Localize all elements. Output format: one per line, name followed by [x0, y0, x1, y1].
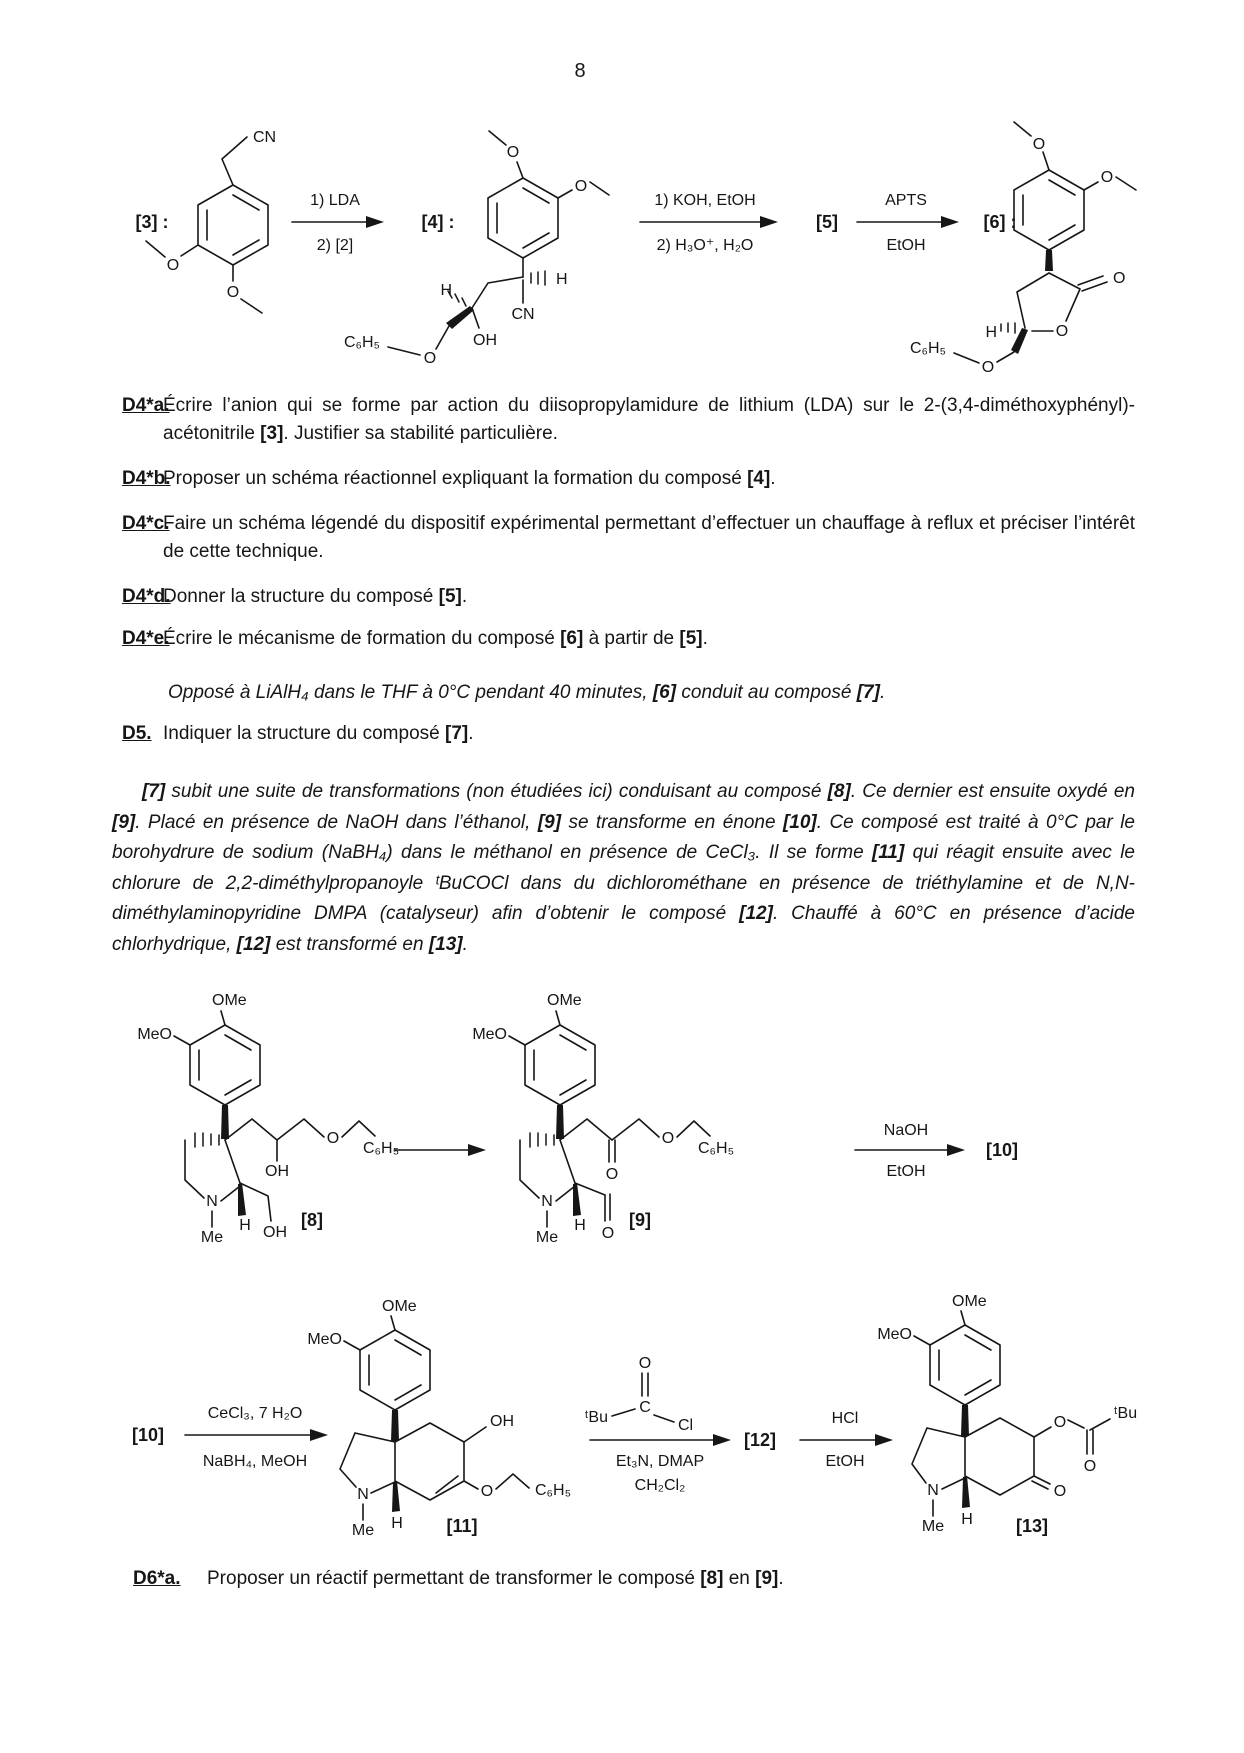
compound-10-label: [10]: [985, 1140, 1019, 1160]
arrow3-reagent-bottom: EtOH: [886, 237, 926, 254]
arrow-hcl: [800, 1434, 893, 1446]
mol6-skeleton: [954, 122, 1136, 363]
atom-o: O: [605, 1166, 619, 1183]
question-text: Proposer un réactif permettant de transformer le composé [8] en [9].: [207, 1568, 784, 1589]
atom-c6h5: C₆H₅: [363, 1140, 400, 1157]
atom-o: O: [981, 359, 995, 376]
question-id: D4*a.: [122, 395, 170, 416]
atom-oh: OH: [263, 1224, 287, 1241]
atom-ome: OMe: [547, 992, 582, 1009]
arrow-oxidation: [395, 1144, 486, 1156]
atom-c6h5: C₆H₅: [909, 340, 947, 357]
arrow2-reagent-top: 1) KOH, EtOH: [654, 192, 756, 209]
compound-9-label: [9]: [629, 1210, 651, 1230]
atom-o: O: [1032, 136, 1046, 153]
reaction-scheme-2: [100, 990, 1150, 1255]
atom-o: O: [423, 350, 437, 367]
mol4-skeleton: [388, 131, 609, 355]
atom-me: Me: [921, 1518, 945, 1535]
atom-o: O: [638, 1355, 652, 1372]
question-d4a: [122, 392, 1135, 448]
atom-o: O: [1113, 270, 1126, 287]
atom-o: O: [661, 1130, 675, 1147]
atom-n: N: [927, 1482, 939, 1499]
atom-c: C: [639, 1399, 651, 1416]
atom-o: O: [480, 1483, 494, 1500]
atom-oh: OH: [473, 332, 497, 349]
atom-o: O: [1053, 1483, 1067, 1500]
atom-oh: OH: [265, 1163, 289, 1180]
reaction-scheme-3: [100, 1270, 1244, 1555]
question-text: Indiquer la structure du composé [7].: [163, 723, 474, 744]
atom-o: O: [1055, 323, 1069, 340]
question-text: Donner la structure du composé [5].: [163, 586, 468, 607]
arrow-naoh: [855, 1144, 965, 1156]
arrow-koh: [640, 216, 778, 228]
atom-oh: OH: [490, 1413, 514, 1430]
question-id: D4*e.: [122, 628, 170, 649]
mol8-skeleton: [174, 1011, 375, 1227]
question-d4b: [122, 465, 1135, 493]
naoh-reagent-bottom: EtOH: [886, 1163, 926, 1180]
question-id: D5.: [122, 723, 152, 744]
atom-meo: MeO: [307, 1331, 342, 1348]
atom-meo: MeO: [472, 1026, 507, 1043]
atom-o: O: [574, 178, 588, 195]
atom-cn: CN: [511, 306, 535, 323]
atom-me: Me: [200, 1229, 224, 1246]
atom-n: N: [357, 1486, 369, 1503]
atom-n: N: [206, 1193, 218, 1210]
question-d5: [122, 720, 1135, 748]
page-number: 8: [574, 60, 586, 82]
mol9-skeleton: [509, 1011, 710, 1227]
question-d4e: [122, 625, 1135, 653]
atom-h: H: [985, 324, 997, 341]
atom-h: H: [574, 1217, 586, 1234]
arrow1-reagent-top: CeCl₃, 7 H₂O: [207, 1405, 303, 1422]
atom-o: O: [326, 1130, 340, 1147]
compound-11-label: [11]: [446, 1516, 478, 1536]
reaction-scheme-1: [100, 95, 1150, 395]
atom-o: O: [226, 284, 240, 301]
atom-o: O: [506, 144, 520, 161]
atom-h: H: [239, 1217, 251, 1234]
atom-h: H: [440, 282, 452, 299]
atom-n: N: [541, 1193, 553, 1210]
arrow1-reagent-top: 1) LDA: [310, 192, 360, 209]
atom-h: H: [391, 1515, 403, 1532]
transition-note: Opposé à LiAlH₄ dans le THF à 0°C pendant 40 minutes, [6] conduit au composé [7].: [168, 682, 886, 703]
compound-3-label: [3] :: [135, 212, 169, 232]
arrow3-reagent-bottom: EtOH: [825, 1453, 865, 1470]
arrow2-reagent-bottom: 2) H₃O⁺, H₂O: [656, 237, 754, 254]
atom-cn: CN: [253, 129, 277, 146]
arrow1-reagent-bottom: NaBH₄, MeOH: [202, 1453, 308, 1470]
atom-o: O: [166, 257, 180, 274]
question-d4d: [122, 583, 1135, 611]
question-id: D4*c.: [122, 513, 170, 534]
arrow-apts: [857, 216, 959, 228]
atom-c6h5: C₆H₅: [343, 334, 381, 351]
arrow-lda: [292, 216, 384, 228]
question-text: Faire un schéma légendé du dispositif expérimental permettant d’effectuer un chauffage à reflux et préciser l’intérêt de cette technique.: [163, 513, 1135, 562]
arrow3-reagent-top: APTS: [885, 192, 927, 209]
atom-c6h5: C₆H₅: [698, 1140, 735, 1157]
question-text: Écrire l’anion qui se forme par action du diisopropylamidure de lithium (LDA) sur le 2-(3,4-diméthoxyphényl)-acétonitrile [3]. Justifier sa stabilité particulière.: [163, 395, 1135, 444]
question-text: Écrire le mécanisme de formation du composé [6] à partir de [5].: [163, 628, 708, 649]
question-id: D6*a.: [133, 1568, 181, 1589]
description-paragraph: [7] subit une suite de transformations (non étudiées ici) conduisant au composé [8]. Ce dernier est ensuite oxydé en [9]. Placé en présence de NaOH dans l’éthanol, [9] se transforme en énone [10]. Ce composé est traité à 0°C par le borohydrure de sodium (NaBH₄) dans le méthanol en présence de CeCl₃. Il se forme [11] qui réagit ensuite avec le chlorure de 2,2-diméthylpropanoyle ᵗBuCOCl dans du dichlorométhane en présence de triéthylamine et de N,N-diméthylaminopyridine DMPA (catalyseur) afin d’obtenir le composé [12]. Chauffé à 60°C en présence d’acide chlorhydrique, [12] est transformé en [13].: [112, 781, 1135, 955]
atom-meo: MeO: [877, 1326, 912, 1343]
atom-meo: MeO: [137, 1026, 172, 1043]
question-d4c: [122, 510, 1135, 566]
mol13-skeleton: [912, 1311, 1110, 1516]
arrow3-reagent-top: HCl: [831, 1410, 859, 1427]
compound-13-label: [13]: [1015, 1516, 1049, 1536]
compound-8-label: [8]: [301, 1210, 323, 1230]
atom-o: O: [1100, 169, 1114, 186]
atom-cl: Cl: [678, 1417, 694, 1434]
question-id: D4*d.: [122, 586, 171, 607]
atom-me: Me: [351, 1522, 375, 1539]
compound-4-label: [4] :: [421, 212, 455, 232]
atom-o: O: [1083, 1458, 1097, 1475]
question-id: D4*b.: [122, 468, 171, 489]
atom-tbu: ᵗBu: [584, 1409, 608, 1426]
atom-tbu: ᵗBu: [1114, 1405, 1138, 1422]
arrow-acylation: [590, 1434, 731, 1446]
compound-6-label: [6] :: [983, 212, 1017, 232]
atom-ome: OMe: [212, 992, 247, 1009]
compound-12-label: [12]: [743, 1430, 777, 1450]
atom-ome: OMe: [952, 1293, 987, 1310]
arrow1-reagent-bottom: 2) [2]: [316, 237, 354, 254]
atom-h: H: [556, 271, 568, 288]
atom-h: H: [961, 1511, 973, 1528]
question-text: Proposer un schéma réactionnel expliquant la formation du composé [4].: [163, 468, 776, 489]
atom-ome: OMe: [382, 1298, 417, 1315]
compound-5-label: [5]: [816, 212, 838, 232]
atom-c6h5: C₆H₅: [535, 1482, 572, 1499]
atom-me: Me: [535, 1229, 559, 1246]
atom-o: O: [1053, 1414, 1067, 1431]
naoh-reagent-top: NaOH: [883, 1122, 929, 1139]
compound-10-label: [10]: [131, 1425, 165, 1445]
arrow2-reagent-line2: CH₂Cl₂: [634, 1477, 686, 1494]
arrow-cecl3: [185, 1429, 328, 1441]
arrow2-reagent-line1: Et₃N, DMAP: [615, 1453, 705, 1470]
question-d6a: [133, 1565, 1133, 1593]
atom-o: O: [601, 1225, 615, 1242]
